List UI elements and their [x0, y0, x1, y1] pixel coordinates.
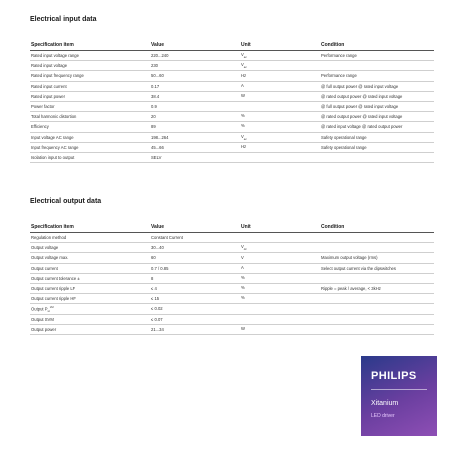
cell-unit: [240, 233, 320, 243]
table-row: [30, 122, 434, 132]
cell-unit: [240, 101, 320, 111]
table-row: [30, 253, 434, 263]
cell-spec: Output current: [30, 263, 150, 273]
cell-value: 89: [150, 122, 240, 132]
cell-unit: [240, 253, 320, 263]
unit-symbol: A: [241, 82, 244, 88]
cell-spec: Output voltage max.: [30, 253, 150, 263]
cell-spec: Rated input power: [30, 91, 150, 101]
column-header-condition: Condition: [320, 39, 434, 51]
cell-unit: [240, 61, 320, 71]
column-header-unit: Unit: [240, 221, 320, 233]
cell-value: 20: [150, 112, 240, 122]
unit-symbol: %: [241, 113, 245, 119]
cell-value: 60: [150, 253, 240, 263]
cell-condition: Select output current via the dipswitches: [320, 263, 434, 273]
table-row: [30, 324, 434, 334]
cell-spec: Input frequency AC range: [30, 142, 150, 152]
cell-unit: [240, 324, 320, 334]
table-row: [30, 233, 434, 243]
cell-unit: [240, 314, 320, 324]
cell-value: 8: [150, 273, 240, 283]
cell-condition: Ripple = peak / average, < 3kHz: [320, 283, 434, 293]
cell-spec: Rated input voltage range: [30, 51, 150, 61]
unit-symbol: W: [241, 92, 245, 98]
cell-condition: [320, 304, 434, 314]
unit-symbol: A: [241, 264, 244, 270]
unit-symbol: Hz: [241, 72, 247, 78]
table-row: [30, 101, 434, 111]
cell-value: 38.4: [150, 91, 240, 101]
logo-divider: [371, 389, 427, 390]
table-row: [30, 273, 434, 283]
cell-value: 0.9: [150, 101, 240, 111]
unit-symbol: %: [241, 274, 245, 280]
product-name: Xitanium: [371, 400, 399, 407]
table-header-row: [30, 39, 434, 51]
product-subtitle: LED driver: [371, 413, 395, 419]
table-row: [30, 112, 434, 122]
table-row: [30, 263, 434, 273]
cell-unit: [240, 51, 320, 61]
cell-condition: [320, 314, 434, 324]
cell-condition: [320, 243, 434, 253]
cell-condition: Safety operational range: [320, 132, 434, 142]
table-row: [30, 91, 434, 101]
cell-spec: Output current tolerance ±: [30, 273, 150, 283]
unit-symbol: %: [241, 285, 245, 291]
cell-value: ≤ 15: [150, 294, 240, 304]
table-row: [30, 51, 434, 61]
cell-condition: [320, 273, 434, 283]
cell-condition: [320, 152, 434, 162]
cell-condition: Maximum output voltage (rms): [320, 253, 434, 263]
cell-spec: Total harmonic distortion: [30, 112, 150, 122]
electrical-input-section: [30, 14, 434, 163]
cell-value: ≤ 4: [150, 283, 240, 293]
cell-spec: Output voltage: [30, 243, 150, 253]
cell-spec: Isolation input to output: [30, 152, 150, 162]
cell-condition: @ rated input voltage @ rated output power: [320, 122, 434, 132]
cell-value: 50...60: [150, 71, 240, 81]
unit-subscript: dc: [243, 247, 247, 252]
cell-unit: [240, 132, 320, 142]
table-row: [30, 283, 434, 293]
cell-spec: Efficiency: [30, 122, 150, 132]
cell-spec: Output current ripple LF: [30, 283, 150, 293]
symbol-superscript: LM: [49, 304, 54, 309]
cell-value: 220...240: [150, 51, 240, 61]
cell-condition: Performance range: [320, 71, 434, 81]
cell-value: 0.7 / 0.85: [150, 263, 240, 273]
cell-spec: Output power: [30, 324, 150, 334]
unit-symbol: V: [241, 62, 244, 68]
philips-xitanium-logo: [361, 356, 437, 436]
table-row: [30, 81, 434, 91]
cell-condition: [320, 61, 434, 71]
table-row: [30, 243, 434, 253]
cell-spec: Input voltage AC range: [30, 132, 150, 142]
unit-symbol: %: [241, 295, 245, 301]
table-header-row: [30, 221, 434, 233]
table-row: [30, 71, 434, 81]
cell-spec: Output SVM: [30, 314, 150, 324]
cell-condition: [320, 294, 434, 304]
unit-subscript: ac: [243, 136, 247, 141]
cell-value: 21...34: [150, 324, 240, 334]
cell-spec: Rated input current: [30, 81, 150, 91]
cell-spec: Power factor: [30, 101, 150, 111]
unit-subscript: ac: [243, 65, 247, 70]
table-row: [30, 132, 434, 142]
table-row: [30, 294, 434, 304]
cell-unit: [240, 71, 320, 81]
cell-unit: [240, 243, 320, 253]
cell-spec: Output $P_{st}^{LM}$: [30, 304, 150, 314]
cell-unit: [240, 304, 320, 314]
cell-condition: @ rated output power @ rated input voltage: [320, 112, 434, 122]
cell-condition: Performance range: [320, 51, 434, 61]
cell-unit: [240, 112, 320, 122]
cell-value: 45...66: [150, 142, 240, 152]
cell-unit: [240, 142, 320, 152]
table-row: [30, 142, 434, 152]
cell-value: 0.17: [150, 81, 240, 91]
table-row: [30, 304, 434, 314]
cell-unit: [240, 152, 320, 162]
cell-unit: [240, 263, 320, 273]
column-header-spec: Specification item: [30, 221, 150, 233]
cell-spec: Output current ripple HF: [30, 294, 150, 304]
unit-symbol: V: [241, 244, 244, 250]
output-data-table: [30, 221, 434, 335]
cell-condition: @ rated output power @ rated input voltage: [320, 91, 434, 101]
cell-unit: [240, 273, 320, 283]
cell-unit: [240, 283, 320, 293]
unit-symbol: %: [241, 123, 245, 129]
cell-value: 230: [150, 61, 240, 71]
output-section-title: Electrical output data: [30, 198, 102, 205]
brand-name: PHILIPS: [371, 370, 417, 382]
cell-value: ≤ 0.07: [150, 314, 240, 324]
unit-symbol: V: [241, 52, 244, 58]
cell-unit: [240, 294, 320, 304]
unit-subscript: ac: [243, 55, 247, 59]
cell-spec: Regulation method: [30, 233, 150, 243]
column-header-condition: Condition: [320, 221, 434, 233]
column-header-value: Value: [150, 221, 240, 233]
column-header-value: Value: [150, 39, 240, 51]
unit-symbol: W: [241, 325, 245, 331]
cell-value: 30...40: [150, 243, 240, 253]
cell-condition: [320, 324, 434, 334]
cell-unit: [240, 81, 320, 91]
cell-spec: Rated input frequency range: [30, 71, 150, 81]
cell-value: SELV: [150, 152, 240, 162]
table-row: [30, 314, 434, 324]
table-row: [30, 61, 434, 71]
unit-symbol: V: [241, 133, 244, 139]
input-data-table: [30, 39, 434, 163]
cell-condition: @ full output power @ rated input voltage: [320, 81, 434, 91]
cell-condition: Safety operational range: [320, 142, 434, 152]
unit-symbol: Hz: [241, 143, 247, 149]
cell-condition: @ full output power @ rated input voltage: [320, 101, 434, 111]
cell-value: 198...264: [150, 132, 240, 142]
cell-unit: [240, 91, 320, 101]
cell-value: ≤ 0.02: [150, 304, 240, 314]
cell-condition: [320, 233, 434, 243]
column-header-unit: Unit: [240, 39, 320, 51]
table-row: [30, 152, 434, 162]
unit-symbol: V: [241, 254, 244, 260]
symbol-subscript: st: [47, 309, 50, 314]
cell-value: Constant Current: [150, 233, 240, 243]
input-section-title: Electrical input data: [30, 16, 97, 23]
column-header-spec: Specification item: [30, 39, 150, 51]
cell-unit: [240, 122, 320, 132]
electrical-output-section: [30, 196, 434, 335]
cell-spec: Rated input voltage: [30, 61, 150, 71]
